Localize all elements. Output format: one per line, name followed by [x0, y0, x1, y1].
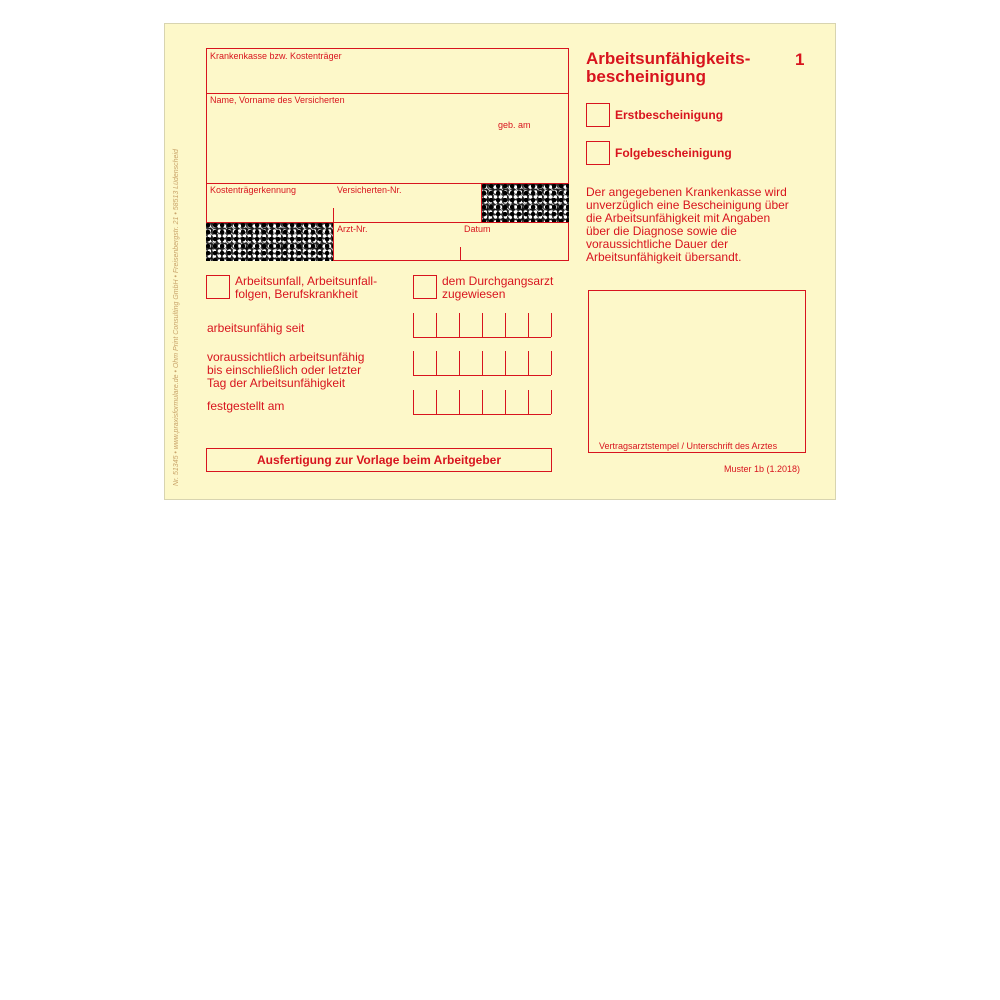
- copy-label: Ausfertigung zur Vorlage beim Arbeitgeber: [256, 453, 502, 467]
- arbeitsunfall-checkbox[interactable]: [206, 275, 230, 299]
- birthdate-input[interactable]: [498, 132, 568, 182]
- erstbescheinigung-label: Erstbescheinigung: [615, 108, 724, 122]
- erstbescheinigung-checkbox[interactable]: [586, 103, 610, 127]
- festgestellt-am-input[interactable]: [413, 390, 551, 415]
- folgebescheinigung-checkbox[interactable]: [586, 141, 610, 165]
- festgestellt-am-label: festgestellt am: [207, 399, 285, 413]
- doctor-stamp-signature-box[interactable]: [588, 290, 806, 453]
- arbeitsunfaehig-seit-label: arbeitsunfähig seit: [207, 321, 305, 335]
- name-input[interactable]: [207, 106, 497, 182]
- datum-label: Datum: [464, 224, 491, 234]
- stamp-label: Vertragsarztstempel / Unterschrift des Arztes: [599, 441, 778, 451]
- arzt-nr-label: Arzt-Nr.: [337, 224, 368, 234]
- info-text: Der angegebenen Krankenkasse wird unverzüglich eine Bescheinigung über die Arbeitsunfähigkeit mit Angaben über die Diagnose sowie die voraussichtliche Dauer der Arbeitsunfähigkeit übersandt.: [586, 185, 789, 264]
- form-title-line2: bescheinigung: [586, 67, 706, 86]
- arbeitsunfall-label: Arbeitsunfall, Arbeitsunfall- folgen, Berufskrankheit: [235, 274, 378, 301]
- copy-number: 1: [795, 50, 805, 69]
- kostentraegerkennung-label: Kostenträgerkennung: [210, 185, 297, 195]
- krankenkasse-label: Krankenkasse bzw. Kostenträger: [210, 51, 342, 61]
- sick-note-form: [164, 23, 836, 500]
- durchgangsarzt-checkbox[interactable]: [413, 275, 437, 299]
- form-title: [586, 50, 750, 86]
- printer-credit: Nr. 51345 • www.praxisformulare.de • Ohm Print Consulting GmbH • Freisenbergstr. 21 • 58513 Lüdenscheid: [173, 149, 180, 486]
- form-version: Muster 1b (1.2018): [724, 464, 801, 474]
- versicherten-nr-label: Versicherten-Nr.: [337, 185, 402, 195]
- barcode-pattern-top: [482, 184, 569, 222]
- form-title-line1: Arbeitsunfähigkeits-: [586, 49, 751, 68]
- durchgangsarzt-label: dem Durchgangsarzt zugewiesen: [442, 274, 554, 301]
- copy-label-box: [206, 448, 552, 472]
- folgebescheinigung-label: Folgebescheinigung: [615, 146, 732, 160]
- geb-am-label: geb. am: [498, 120, 531, 130]
- voraussichtlich-label: voraussichtlich arbeitsunfähig bis einschließlich oder letzter Tag der Arbeitsunfähigkeit: [207, 350, 365, 390]
- name-label: Name, Vorname des Versicherten: [210, 95, 345, 105]
- krankenkasse-input[interactable]: [207, 64, 568, 92]
- voraussichtlich-bis-input[interactable]: [413, 351, 551, 376]
- arbeitsunfaehig-seit-input[interactable]: [413, 313, 551, 338]
- barcode-pattern-bottom: [206, 223, 333, 261]
